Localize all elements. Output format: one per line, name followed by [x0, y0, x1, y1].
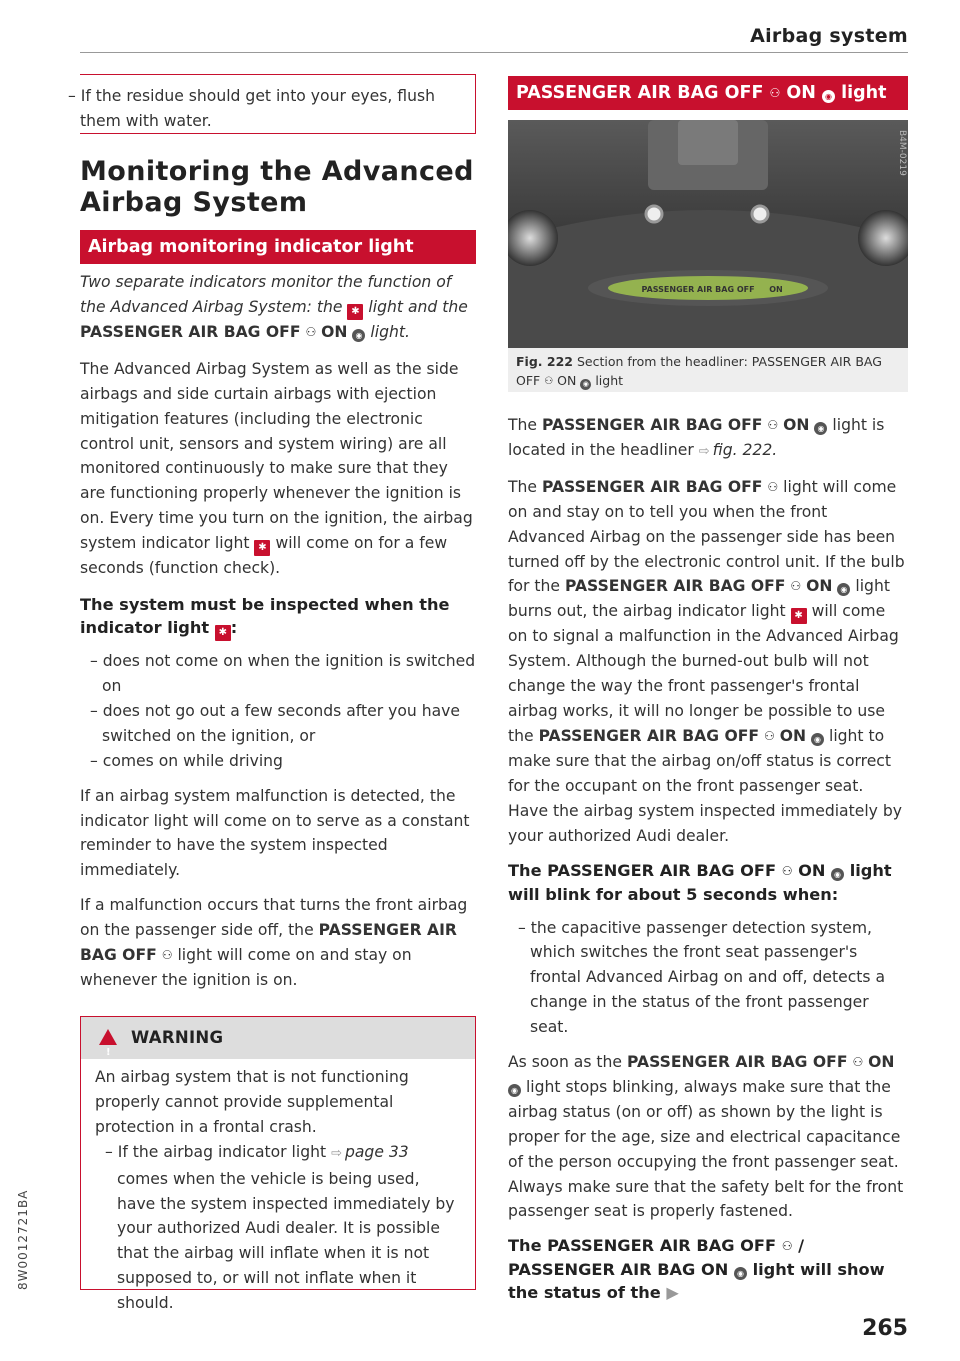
- passenger-off-icon: ⚇: [544, 376, 554, 387]
- figure-caption-on: ON: [557, 373, 577, 388]
- warning-list-item: [95, 1140, 461, 1316]
- blink-subheading-a: The PASSENGER AIR BAG OFF: [508, 860, 777, 880]
- passenger-off-text-b: light will come on and stay on whenever the ignition is on.: [80, 946, 412, 989]
- reference-arrow-icon: ⇨: [331, 1145, 340, 1161]
- headliner-display-on: ON: [769, 285, 783, 294]
- status-on-3: ON: [779, 726, 807, 745]
- figure-caption-text: Section from the headliner: PASSENGER AIR BAG OFF: [516, 354, 882, 388]
- figure-caption: [508, 348, 908, 395]
- warning-li-text-b: comes when the vehicle is being used, have the system inspected immediately by your authorized Audi dealer. It is possible that the airbag will inflate when it is not supposed to, or will not inflate when it should.: [117, 1169, 455, 1313]
- figure-number: Fig. 222: [516, 354, 573, 369]
- passenger-off-bold: PASSENGER AIR BAG OFF: [80, 921, 457, 965]
- figure-reference-link[interactable]: fig. 222.: [712, 440, 778, 459]
- warning-title: WARNING: [131, 1028, 224, 1047]
- left-column: [80, 230, 476, 993]
- monitoring-text-end: will come on for a few seconds (function check).: [80, 534, 448, 578]
- figure-caption-box: [508, 348, 908, 392]
- airbag-warning-icon: ✱: [347, 304, 363, 320]
- warning-box: [80, 1016, 476, 1313]
- warning-li-text-a: – If the airbag indicator light: [105, 1142, 327, 1161]
- passenger-off-icon: ⚇: [790, 579, 802, 594]
- passenger-off-icon: ⚇: [781, 863, 793, 878]
- warning-text: An airbag system that is not functioning properly cannot provide supplemental protection in a frontal crash.: [95, 1068, 409, 1136]
- stops-blinking-paragraph: [508, 1050, 908, 1224]
- side-code: 8W0012721BA: [16, 1189, 30, 1290]
- section-bar-on: ON: [786, 83, 816, 103]
- warning-body: [81, 1059, 475, 1316]
- section-bar-passenger-airbag: [508, 76, 908, 110]
- monitoring-text: The Advanced Airbag System as well as the side airbags and side curtain airbags with ejection mitigation features (including the electronic control unit, sensors and system wiring) are all monitored continuously to make sure that they are functioning properly whenever the ignition is on. Every time you turn on the ignition, the airbag system indicator light: [80, 359, 473, 553]
- page-heading-text: Monitoring the Advanced Airbag System: [80, 156, 474, 218]
- list-item: – comes on while driving: [90, 751, 283, 770]
- inspection-list: [80, 649, 476, 774]
- right-column: [508, 413, 908, 1304]
- list-item: – the capacitive passenger detection system, which switches the front seat passenger's frontal Advanced Airbag on and off, detects a change in the status of the front passenger seat.: [518, 918, 886, 1037]
- blink-subheading-b: light will blink for about 5 seconds when:: [508, 860, 892, 904]
- passenger-on-icon: ◉: [811, 733, 824, 746]
- continue-arrow-icon: ▶: [666, 1283, 679, 1303]
- figure-caption-end: light: [595, 373, 624, 388]
- passenger-on-icon: ◉: [352, 329, 365, 342]
- page-number: 265: [862, 1316, 908, 1341]
- section-bar-end: light: [841, 83, 887, 103]
- status-paragraph: [508, 475, 908, 849]
- list-item: – does not come on when the ignition is switched on: [90, 652, 476, 695]
- passenger-on-icon: ◉: [734, 1267, 747, 1280]
- headliner-illustration: [508, 120, 908, 348]
- note-box: [68, 74, 476, 134]
- status-text-d: will come on to signal a malfunction in the Advanced Airbag System. Although the burned-out bulb will not change the way the front passenger's frontal airbag works, it will no longer be possible to use the: [508, 602, 899, 745]
- list-item: – does not go out a few seconds after you have switched on the ignition, or: [90, 701, 460, 745]
- status-text-e: light to make sure that the airbag on/off status is correct for the occupant on the front passenger seat. Have the airbag system inspected immediately by your authorized Audi dealer.: [508, 726, 902, 845]
- intro-bold: PASSENGER AIR BAG OFF: [80, 322, 301, 341]
- reference-arrow-icon: ⇨: [698, 443, 708, 459]
- blink-subheading-on: ON: [798, 860, 826, 880]
- status-bold-3: PASSENGER AIR BAG OFF: [538, 726, 760, 745]
- intro-paragraph: [80, 270, 476, 345]
- status-text-c: light burns out, the airbag indicator light: [508, 577, 890, 621]
- show-status-a: The PASSENGER AIR BAG OFF: [508, 1236, 777, 1256]
- header-rule: [80, 52, 908, 53]
- location-text-b: light is located in the headliner: [508, 416, 885, 459]
- page-reference-link[interactable]: page 33: [344, 1142, 409, 1161]
- passenger-off-icon: ⚇: [769, 86, 781, 100]
- passenger-on-icon: ◉: [508, 1084, 521, 1097]
- status-bold-2: PASSENGER AIR BAG OFF: [564, 577, 786, 596]
- show-status-c: light will show the status of the: [508, 1260, 885, 1303]
- intro-text-b: light and the: [368, 297, 468, 316]
- passenger-off-text-a: If a malfunction occurs that turns the front airbag on the passenger side off, the: [80, 896, 468, 940]
- passenger-on-icon: ◉: [822, 90, 835, 103]
- inspection-subheading: The system must be inspected when the indicator light ✱ :: [80, 593, 476, 641]
- location-paragraph: [508, 413, 908, 465]
- warning-header: [81, 1017, 475, 1059]
- malfunction-paragraph: If an airbag system malfunction is detected, the indicator light will come on to serve as a constant reminder to have the system inspected immediately.: [80, 786, 470, 880]
- stops-text-b: light stops blinking, always make sure that the airbag status (on or off) as shown by the light is proper for the age, size and electrical capacitance of the person occupying the front passenger seat. Always make sure that the safety belt for the front passenger seat is properly fastened.: [508, 1077, 904, 1221]
- warning-triangle-icon: !: [99, 1029, 117, 1045]
- passenger-off-paragraph: [80, 893, 476, 993]
- passenger-off-icon: ⚇: [852, 1055, 864, 1070]
- passenger-off-icon: ⚇: [161, 948, 173, 963]
- show-status-b: / PASSENGER AIR BAG ON: [508, 1236, 805, 1280]
- passenger-off-icon: ⚇: [764, 728, 775, 743]
- intro-text-a: Two separate indicators monitor the function of the Advanced Airbag System: the: [80, 273, 452, 316]
- status-bold: PASSENGER AIR BAG OFF: [541, 477, 763, 496]
- section-bar-text: PASSENGER AIR BAG OFF: [516, 83, 764, 103]
- page-heading: [80, 156, 476, 218]
- passenger-off-icon: ⚇: [767, 418, 779, 432]
- location-text-a: The: [508, 416, 538, 434]
- section-bar-airbag-monitoring: Airbag monitoring indicator light: [80, 230, 476, 264]
- stops-on: ON: [868, 1053, 895, 1072]
- passenger-off-icon: ⚇: [305, 324, 317, 339]
- monitoring-paragraph: [80, 357, 476, 581]
- passenger-on-icon: ◉: [837, 583, 850, 596]
- blink-subheading: [508, 859, 908, 906]
- passenger-on-icon: ◉: [580, 379, 591, 390]
- show-status-subheading: [508, 1234, 908, 1304]
- airbag-warning-icon: ✱: [254, 540, 270, 556]
- airbag-warning-icon: ✱: [791, 608, 807, 624]
- headliner-display-text: PASSENGER AIR BAG OFF: [641, 285, 755, 294]
- location-on: ON: [783, 416, 810, 434]
- inspection-subheading-text: The system must be inspected when the indicator light: [80, 595, 450, 638]
- section-title: Airbag system: [750, 25, 908, 47]
- headliner-photo: [508, 120, 908, 348]
- status-text-a: The: [508, 477, 538, 496]
- status-on-2: ON: [806, 577, 833, 596]
- note-text: – If the residue should get into your eyes, flush them with water.: [68, 87, 435, 130]
- intro-on: ON: [321, 322, 348, 341]
- location-bold: PASSENGER AIR BAG OFF: [541, 416, 763, 434]
- passenger-on-icon: ◉: [831, 868, 844, 881]
- passenger-on-icon: ◉: [814, 422, 827, 435]
- intro-text-c: light.: [370, 322, 410, 341]
- status-text-b: light will come on and stay on to tell you when the front Advanced Airbag on the passenger side has been turned off by the electronic control unit. If the bulb for the: [508, 477, 905, 596]
- stops-bold: PASSENGER AIR BAG OFF: [627, 1053, 848, 1072]
- passenger-off-icon: ⚇: [767, 479, 779, 494]
- figure-code: B4M-0219: [897, 130, 907, 176]
- stops-text-a: As soon as the: [508, 1053, 623, 1072]
- airbag-warning-icon: ✱: [215, 625, 231, 641]
- passenger-off-icon: ⚇: [781, 1239, 793, 1254]
